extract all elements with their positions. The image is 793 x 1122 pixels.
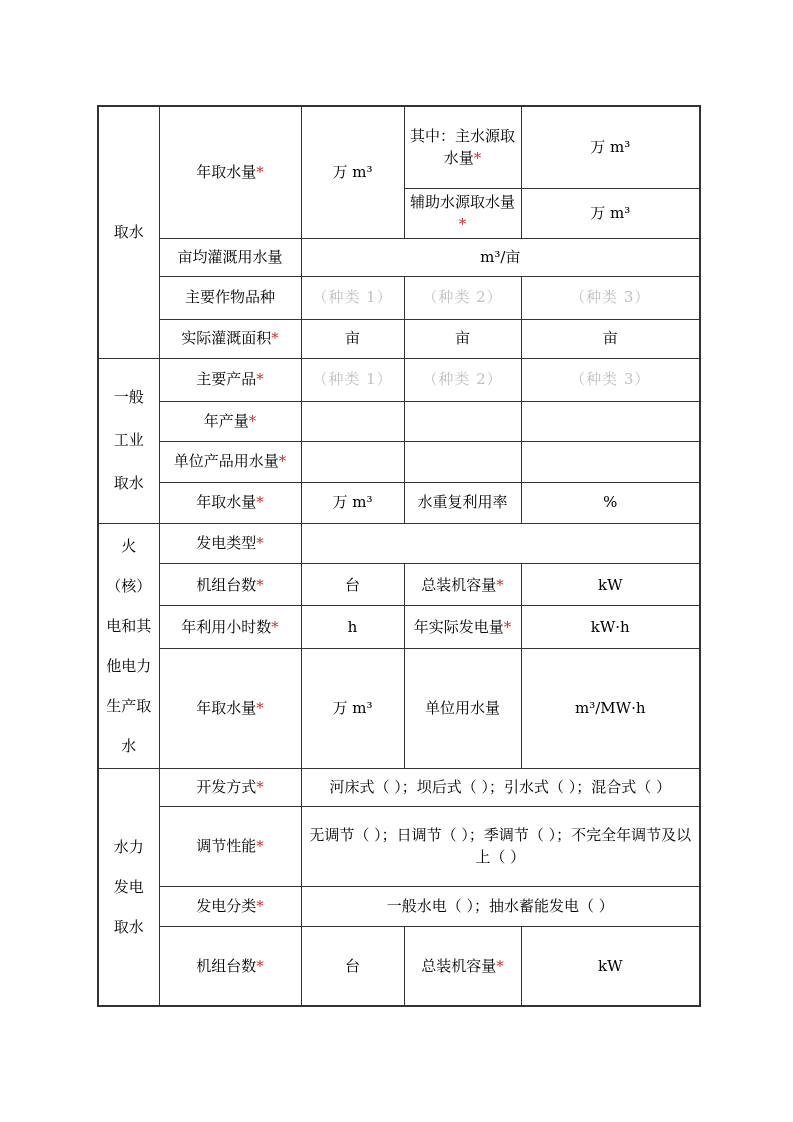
- section-label-line: 水: [121, 736, 137, 755]
- unit-annual-actual-generation: kW·h: [521, 606, 700, 649]
- row-water-per-unit-product: [98, 441, 700, 482]
- row-thermal-annual-intake: [98, 649, 700, 768]
- empty-input-cell: [521, 401, 700, 441]
- required-star: *: [473, 149, 482, 168]
- empty-input-cell: [301, 441, 404, 482]
- section-label-general-industry-intake: [98, 358, 159, 523]
- label-annual-utilization-hours: [159, 606, 301, 649]
- required-star: *: [256, 777, 264, 796]
- section-label-line: 电和其: [106, 616, 152, 635]
- empty-input-cell: [521, 441, 700, 482]
- section-label-line: 工业: [113, 431, 144, 449]
- unit-annual-utilization-hours: h: [301, 606, 404, 649]
- required-star: *: [271, 617, 279, 636]
- required-star: *: [278, 452, 287, 471]
- empty-input-cell: [404, 401, 521, 441]
- required-star: *: [256, 163, 264, 181]
- label-text: 年实际发电量: [413, 617, 504, 636]
- required-star: *: [458, 215, 467, 233]
- empty-input-cell: [404, 441, 521, 482]
- required-star: *: [256, 896, 264, 915]
- section-label-thermal-nuclear-power-intake: [98, 523, 159, 768]
- row-annual-intake-main: [98, 106, 700, 188]
- label-text: 主要作物品种: [184, 288, 275, 307]
- required-star: *: [496, 575, 504, 594]
- section-label-line: 水力: [113, 837, 144, 856]
- label-aux-source-intake: [404, 188, 521, 238]
- row-per-mu-irrigation: [98, 238, 700, 276]
- placeholder-crop-type-3: （种类 3）: [521, 276, 700, 319]
- label-industry-annual-intake: [159, 482, 301, 523]
- unit-aux-source-intake: 万 m³: [521, 188, 700, 238]
- label-text: 年取水量: [196, 699, 257, 718]
- options-regulation-performance: 无调节（ ）；日调节（ ）；季调节（ ）；不完全年调节及以上（ ）: [301, 806, 700, 886]
- label-text: 年取水量: [196, 163, 257, 181]
- label-thermal-annual-intake: [159, 649, 301, 768]
- section-label-line: 取水: [113, 917, 144, 936]
- label-text: 其中：主水源取水量: [409, 126, 515, 168]
- label-text: 发电类型: [196, 534, 257, 553]
- unit-main-source-intake: 万 m³: [521, 106, 700, 188]
- label-text: 总装机容量: [421, 575, 497, 594]
- label-text: 总装机容量: [421, 956, 497, 975]
- label-unit-count-hydro: [159, 926, 301, 1006]
- row-unit-count-hydro: [98, 926, 700, 1006]
- label-text: 机组台数: [196, 956, 257, 975]
- row-generation-class: [98, 886, 700, 926]
- placeholder-product-type-2: （种类 2）: [404, 358, 521, 401]
- unit-industry-annual-intake: 万 m³: [301, 482, 404, 523]
- label-text: 发电分类: [196, 896, 257, 915]
- section-label-line: 生产取: [106, 696, 152, 715]
- required-star: *: [256, 493, 264, 512]
- required-star: *: [256, 534, 264, 553]
- label-text: 年产量: [203, 411, 249, 430]
- empty-input-cell: [301, 523, 700, 564]
- label-per-mu-irrigation: [159, 238, 301, 276]
- unit-thermal-annual-intake: 万 m³: [301, 649, 404, 768]
- label-main-source-intake: [404, 106, 521, 188]
- unit-annual-intake: 万 m³: [301, 106, 404, 238]
- label-unit-count-thermal: [159, 564, 301, 606]
- required-star: *: [496, 956, 504, 975]
- required-star: *: [256, 699, 264, 718]
- section-label-hydropower-intake: [98, 768, 159, 1006]
- label-generation-class: [159, 886, 301, 926]
- row-unit-count-thermal: [98, 564, 700, 606]
- unit-area-3: 亩: [521, 319, 700, 358]
- label-text: 年取水量: [196, 493, 257, 512]
- required-star: *: [256, 836, 264, 855]
- required-star: *: [256, 575, 264, 594]
- required-star: *: [256, 956, 264, 975]
- label-generation-type: [159, 523, 301, 564]
- row-generation-type: [98, 523, 700, 564]
- label-water-per-unit-generation: 单位用水量: [404, 649, 521, 768]
- water-intake-form-table: [97, 105, 701, 1007]
- label-main-crops: [159, 276, 301, 319]
- required-star: *: [503, 617, 512, 636]
- required-star: *: [248, 411, 257, 430]
- label-text: 辅助水源取水量: [409, 192, 515, 211]
- row-annual-utilization-hours: [98, 606, 700, 649]
- label-water-per-unit-product: [159, 441, 301, 482]
- unit-installed-capacity-thermal: kW: [521, 564, 700, 606]
- label-text: 单位产品用水量: [173, 452, 279, 471]
- label-text: 主要产品: [196, 370, 257, 389]
- placeholder-product-type-3: （种类 3）: [521, 358, 700, 401]
- required-star: *: [271, 329, 279, 348]
- unit-water-per-unit-generation: m³/MW·h: [521, 649, 700, 768]
- label-regulation-performance: [159, 806, 301, 886]
- row-main-crops: [98, 276, 700, 319]
- row-industry-annual-intake: [98, 482, 700, 523]
- label-text: 机组台数: [196, 575, 257, 594]
- options-generation-class: 一般水电（ ）；抽水蓄能发电（ ）: [301, 886, 700, 926]
- unit-water-reuse-rate: %: [521, 482, 700, 523]
- label-text: 亩均灌溉用水量: [177, 247, 283, 266]
- unit-area-2: 亩: [404, 319, 521, 358]
- section-label-text: 取水: [113, 223, 144, 241]
- section-label-line: 一般: [113, 388, 144, 406]
- row-main-products: [98, 358, 700, 401]
- unit-per-mu-irrigation: m³/亩: [301, 238, 700, 276]
- label-text: 开发方式: [196, 777, 257, 796]
- section-label-line: 他电力: [106, 656, 152, 675]
- options-development-mode: 河床式（ ）；坝后式（ ）；引水式（ ）；混合式（ ）: [301, 768, 700, 806]
- label-annual-actual-generation: [404, 606, 521, 649]
- label-installed-capacity-hydro: [404, 926, 521, 1006]
- label-main-products: [159, 358, 301, 401]
- label-text: 调节性能: [196, 836, 257, 855]
- label-water-reuse-rate: 水重复利用率: [404, 482, 521, 523]
- label-text: 实际灌溉面积: [181, 329, 272, 348]
- placeholder-crop-type-2: （种类 2）: [404, 276, 521, 319]
- placeholder-product-type-1: （种类 1）: [301, 358, 404, 401]
- placeholder-crop-type-1: （种类 1）: [301, 276, 404, 319]
- section-label-intake: [98, 106, 159, 358]
- row-actual-irrigated-area: [98, 319, 700, 358]
- row-regulation-performance: [98, 806, 700, 886]
- row-development-mode: [98, 768, 700, 806]
- unit-area-1: 亩: [301, 319, 404, 358]
- unit-installed-capacity-hydro: kW: [521, 926, 700, 1006]
- label-annual-output: [159, 401, 301, 441]
- label-text: 年利用小时数: [181, 617, 272, 636]
- section-label-line: 发电: [113, 877, 144, 896]
- label-actual-irrigated-area: [159, 319, 301, 358]
- section-label-line: 取水: [113, 474, 144, 492]
- unit-unit-count-hydro: 台: [301, 926, 404, 1006]
- section-label-line: （核）: [106, 576, 152, 595]
- unit-unit-count-thermal: 台: [301, 564, 404, 606]
- label-annual-intake: [159, 106, 301, 238]
- section-label-line: 火: [121, 536, 137, 555]
- required-star: *: [256, 370, 264, 389]
- label-development-mode: [159, 768, 301, 806]
- label-installed-capacity-thermal: [404, 564, 521, 606]
- row-annual-output: [98, 401, 700, 441]
- empty-input-cell: [301, 401, 404, 441]
